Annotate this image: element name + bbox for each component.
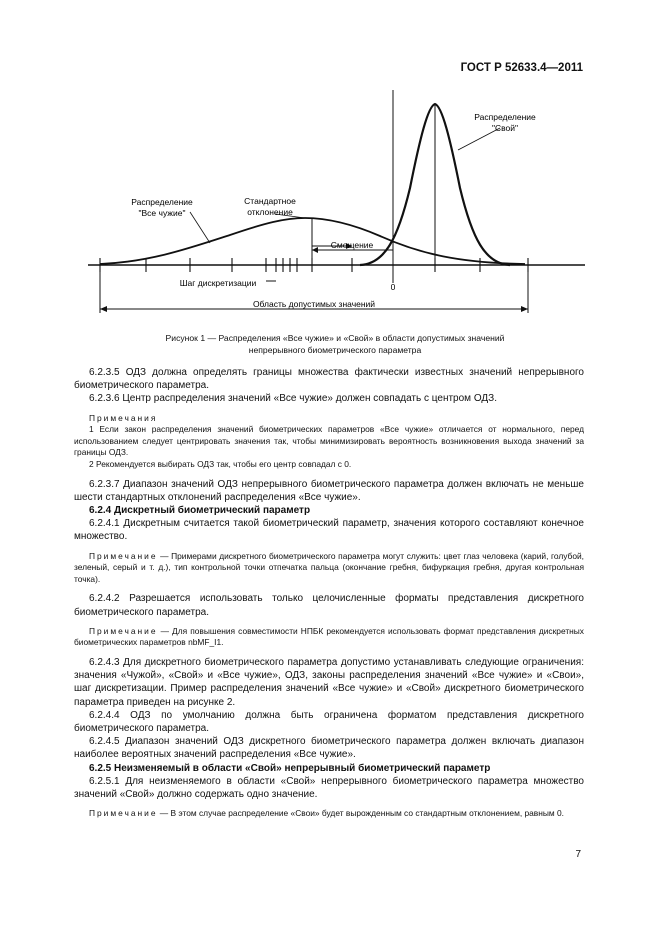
paragraph-6237: 6.2.3.7 Диапазон значений ОДЗ непрерывного биометрического параметра должен включать не меньше шести стандартных отклонений распределения «Все чужие». [74,478,584,503]
label-stddev-line1: Стандартное [244,196,296,206]
body-text [74,366,584,820]
note-6242 [74,626,584,649]
label-own-line1: Распределение [474,112,536,122]
note-6251-text: — В этом случае распределение «Свои» будет вырожденным со стандартным отклонением, равным 0. [157,808,564,819]
notes-heading: Примечания [89,412,158,423]
page-number: 7 [575,849,581,860]
note-label: Примечание [89,550,158,561]
heading-625: 6.2.5 Неизменяемый в области «Свой» непрерывный биометрический параметр [89,762,491,774]
figure-caption [80,332,590,356]
paragraph-6251: 6.2.5.1 Для неизменяемого в области «Свой» непрерывного биометрического параметра множество значений «Свой» должно содержать одно значение. [74,775,584,800]
paragraph-6236: 6.2.3.6 Центр распределения значений «Все чужие» должен совпадать с центром ОДЗ. [89,393,497,405]
note-6242-text: — Для повышения совместимости НПБК рекомендуется использовать формат представления дискретных биометрических параметров nbMF_I1. [74,625,584,648]
paragraph-6241: 6.2.4.1 Дискретным считается такой биометрический параметр, значения которого составляют конечное множество. [74,518,584,543]
heading-624: 6.2.4 Дискретный биометрический параметр [89,504,311,516]
paragraph-6243: 6.2.4.3 Для дискретного биометрического параметра допустимо устанавливать следующие ограничения: значения «Чужой», «Свой» и «Все чужие», ОДЗ, законы распределения значений «Все чужие» и «Свои», шаг дискретизации. Пример распределения значений «Все чужие» и «Свой» дискретного биометрического параметра приведен на рисунке 2. [74,656,584,708]
label-stddev-line2: отклонение [247,207,293,217]
distribution-diagram [80,78,590,328]
label-zero: 0 [390,282,396,292]
note-label: Примечание [89,808,158,819]
note-6241-text: — Примерами дискретного биометрического параметра могут служить: цвет глаз человека (карий, голубой, зеленый, серый и т. д.), тип контрольной точки отпечатка пальца (окончание гребня, бифуркация гребня, другая контрольная точка). [74,550,584,584]
label-shift: Смещение [330,240,374,250]
caption-line2: непрерывного биометрического параметра [248,345,422,355]
label-step: Шаг дискретизации [179,278,257,288]
paragraph-6242: 6.2.4.2 Разрешается использовать только целочисленные форматы представления дискретного биометрического параметра. [74,593,584,618]
note-6241 [74,551,584,586]
note-label: Примечание [89,625,158,636]
label-own-line2: "Свой" [491,123,519,133]
figure-1 [80,78,590,328]
note-1: 1 Если закон распределения значений биометрических параметров «Все чужие» отличается от нормального, перед использованием следует центрировать значения так, чтобы минимизировать вероятность возникновения выхода значений за границы ОДЗ. [74,424,584,458]
label-alien-line1: Распределение [131,197,193,207]
note-6251 [74,808,584,820]
paragraph-6235: 6.2.3.5 ОДЗ должна определять границы множества фактически известных значений непрерывного биометрического параметра. [74,367,584,392]
note-2: 2 Рекомендуется выбирать ОДЗ так, чтобы его центр совпадал с 0. [89,458,352,469]
standard-number: ГОСТ Р 52633.4—2011 [460,62,583,74]
label-range: Область допустимых значений [252,299,376,309]
paragraph-6245: 6.2.4.5 Диапазон значений ОДЗ дискретного биометрического параметра должен включать диапазон наиболее вероятных значений распределения «Все чужие». [74,736,584,761]
label-alien-line2: "Все чужие" [138,208,186,218]
caption-line1: Рисунок 1 — Распределения «Все чужие» и «Свой» в области допустимых значений [165,333,505,343]
paragraph-6244: 6.2.4.4 ОДЗ по умолчанию должна быть ограничена форматом представления дискретного биометрического параметра. [74,709,584,734]
